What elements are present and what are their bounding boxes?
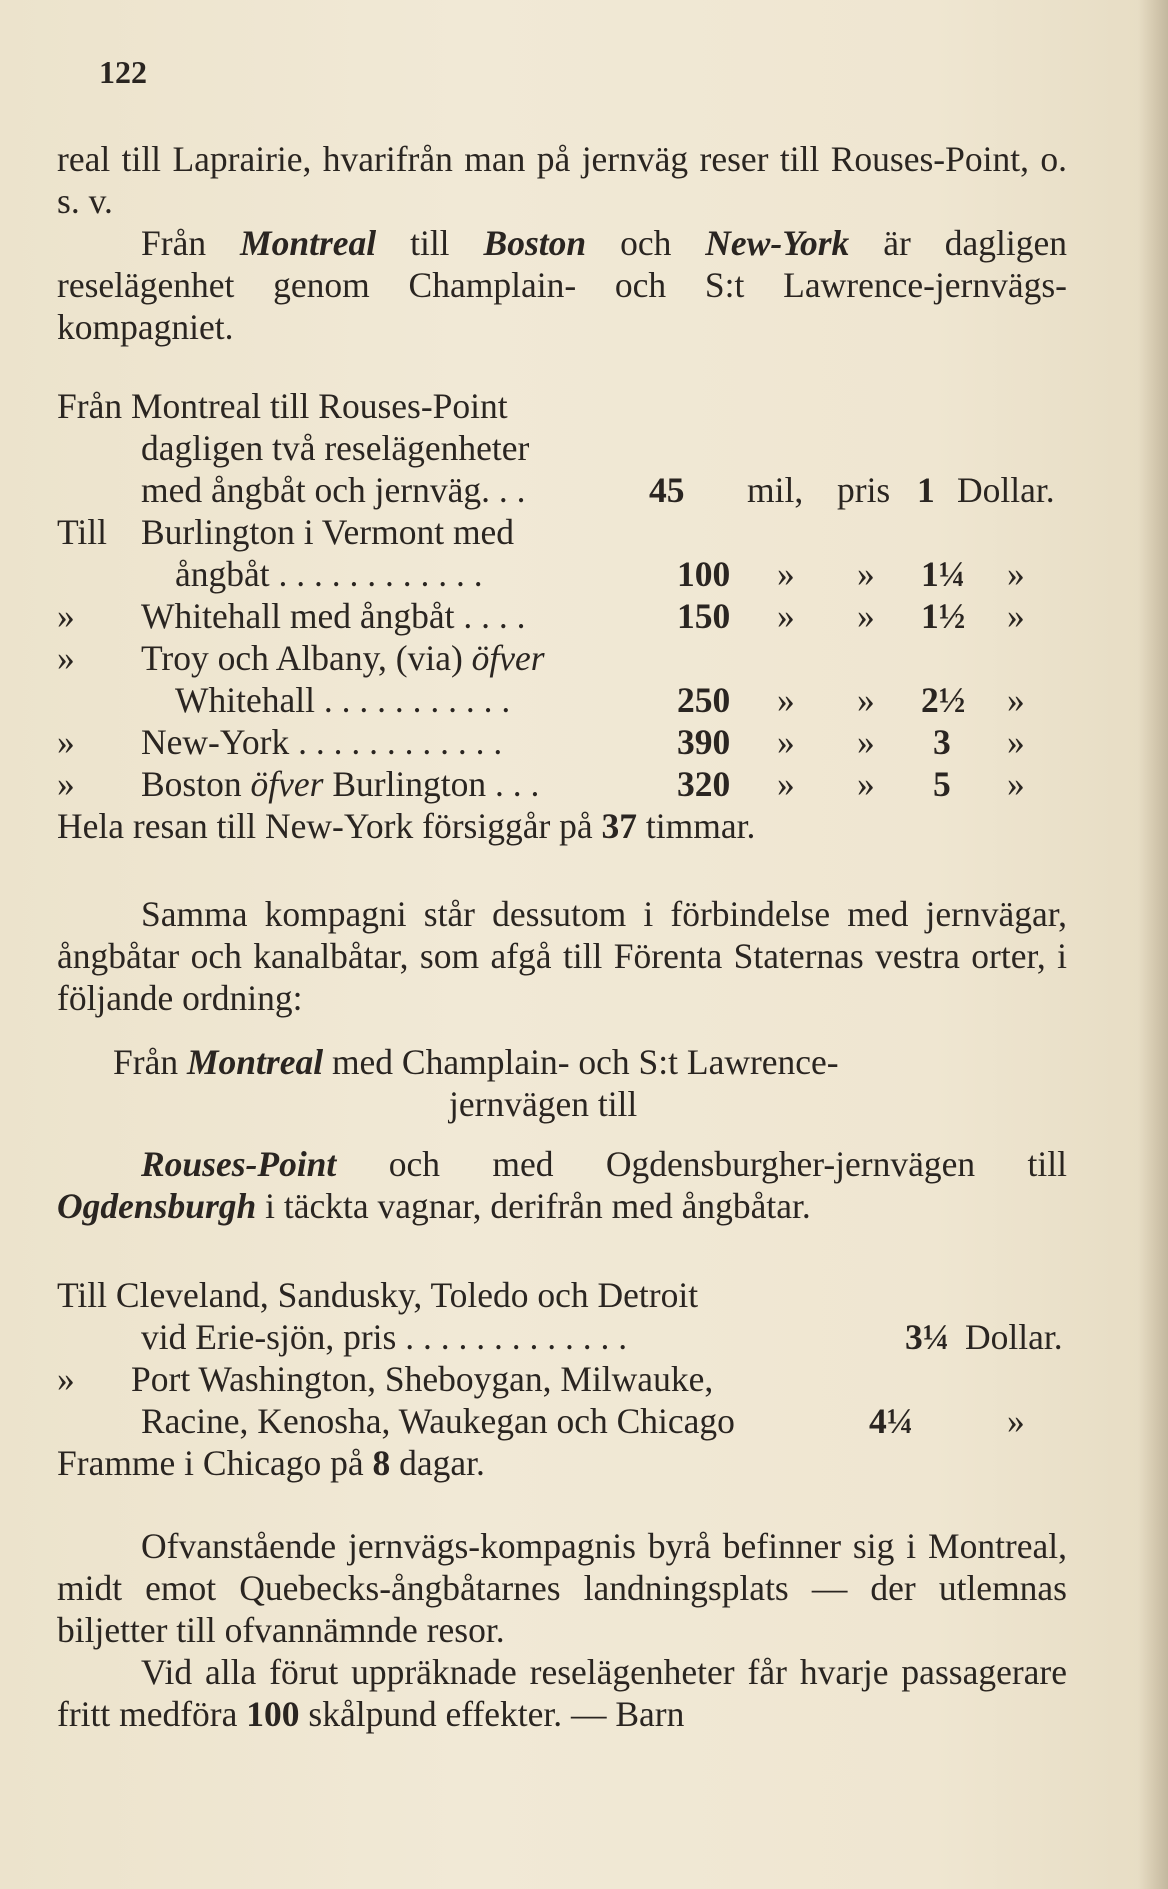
row-destination xyxy=(141,637,545,679)
section2-paragraph-1: Samma kompagni står dessutom i förbindelse med jernvägar, ångbåtar och kanalbåtar, som afgå till Förenta Staternas vestra orter, i följande ordning: xyxy=(57,894,1067,1018)
table1-row-troy-b xyxy=(57,679,1067,721)
currency: Dollar. xyxy=(965,1317,1063,1357)
place-boston: Boston xyxy=(483,223,587,263)
text: Port Washington, Sheboygan, Milwauke, xyxy=(131,1359,714,1399)
table2-line-2 xyxy=(57,1316,1067,1358)
table1-header-line-2 xyxy=(141,427,1151,469)
intro-paragraph-2 xyxy=(57,222,1067,348)
section3-paragraph-2 xyxy=(57,1651,1067,1735)
text: Vid alla förut uppräknade reselägenheter får hvarje passagerare fritt medföra xyxy=(57,1652,1067,1734)
table1-row-burlington-b xyxy=(57,553,1067,595)
italic-text: öfver xyxy=(250,764,324,804)
ditto: » xyxy=(857,722,875,762)
text: Boston xyxy=(141,764,251,804)
distance: 100 xyxy=(677,554,731,594)
text: Från xyxy=(113,1042,187,1082)
text: till xyxy=(376,223,484,263)
route-table-2 xyxy=(57,1274,1067,1504)
text: är dagligen reselägenhet genom Champlain- och S:t Lawrence-jernvägs-kompagniet. xyxy=(57,223,1067,347)
distance: 390 xyxy=(677,722,731,762)
table2-line-4 xyxy=(57,1400,1067,1442)
table1-row-whitehall xyxy=(57,595,1067,637)
ditto: » xyxy=(857,596,875,636)
table1-row-burlington-a xyxy=(57,511,1067,553)
table2-line-3 xyxy=(57,1358,1067,1400)
text: Hela resan till New-York försiggår på xyxy=(57,806,602,846)
text: Från xyxy=(141,223,241,263)
ditto: » xyxy=(1007,554,1025,594)
row-destination-cont: ångbåt . . . . . . . . . . . . xyxy=(175,554,483,594)
price: 3 xyxy=(933,722,951,762)
distance: 150 xyxy=(677,596,731,636)
text: och med Ogdensburgher-jernvägen till xyxy=(336,1144,1067,1184)
row-lead: » xyxy=(57,1359,75,1399)
page-edge-shadow xyxy=(1138,0,1168,1889)
price: 1¼ xyxy=(921,554,966,594)
section-2 xyxy=(57,893,1067,1227)
price: 4¼ xyxy=(869,1401,914,1441)
place-newyork: New-York xyxy=(705,223,850,263)
table1-footer xyxy=(57,805,1067,847)
row-destination: New-York . . . . . . . . . . . . xyxy=(141,722,503,762)
section2-route-1 xyxy=(57,1041,1067,1125)
italic-text: öfver xyxy=(471,638,545,678)
ditto: » xyxy=(777,554,795,594)
ditto: » xyxy=(1007,596,1025,636)
hours: 37 xyxy=(601,806,638,846)
text: timmar. xyxy=(637,806,756,846)
row-lead: » xyxy=(57,722,75,762)
text: Troy och Albany, (via) xyxy=(141,638,472,678)
row-lead: » xyxy=(57,764,75,804)
ditto: » xyxy=(857,680,875,720)
intro-block xyxy=(57,138,1067,348)
price: 1 xyxy=(917,470,935,510)
price: 1½ xyxy=(921,596,966,636)
price: 2½ xyxy=(921,680,966,720)
row-destination: Burlington i Vermont med xyxy=(141,512,515,552)
table2-line-5 xyxy=(57,1442,1067,1484)
distance: 250 xyxy=(677,680,731,720)
ditto: » xyxy=(777,596,795,636)
weight: 100 xyxy=(246,1694,300,1734)
text: pris xyxy=(837,470,891,510)
text: med ångbåt och jernväg. . . xyxy=(141,470,526,510)
ditto: » xyxy=(777,764,795,804)
place-rouses-point: Rouses-Point xyxy=(141,1144,337,1184)
row-lead: » xyxy=(57,638,75,678)
unit: mil, xyxy=(747,470,804,510)
ditto: » xyxy=(1007,1401,1025,1441)
days: 8 xyxy=(372,1443,391,1483)
table1-row-troy-a xyxy=(57,637,1067,679)
text: skålpund effekter. — Barn xyxy=(299,1694,685,1734)
text: jernvägen till xyxy=(449,1084,638,1124)
section-3 xyxy=(57,1525,1067,1735)
section2-route-2 xyxy=(57,1143,1067,1227)
route-table-1 xyxy=(57,385,1067,845)
ditto: » xyxy=(1007,722,1025,762)
table1-row-boston xyxy=(57,763,1067,805)
row-destination: Whitehall med ångbåt . . . . xyxy=(141,596,526,636)
table1-header-line-3 xyxy=(57,469,1067,511)
text: Burlington . . . xyxy=(323,764,540,804)
row-lead: Till xyxy=(57,512,108,552)
place-montreal: Montreal xyxy=(240,223,377,263)
section3-paragraph-1: Ofvanstående jernvägs-kompagnis byrå befinner sig i Montreal, midt emot Quebecks-ångbåtarnes landningsplats — der utlemnas biljetter till ofvannämnde resor. xyxy=(57,1526,1067,1650)
place-ogdensburgh: Ogdensburgh xyxy=(57,1186,257,1226)
row-destination xyxy=(141,763,539,805)
text: Racine, Kenosha, Waukegan och Chicago xyxy=(141,1401,735,1441)
table1-row-newyork xyxy=(57,721,1067,763)
ditto: » xyxy=(857,554,875,594)
ditto: » xyxy=(777,722,795,762)
currency: Dollar. xyxy=(957,470,1055,510)
row-destination-cont: Whitehall . . . . . . . . . . . xyxy=(175,680,511,720)
table1-header-line-1 xyxy=(57,385,1067,427)
ditto: » xyxy=(777,680,795,720)
text: i täckta vagnar, derifrån med ångbåtar. xyxy=(256,1186,811,1226)
distance: 45 xyxy=(649,470,685,510)
table2-line-1: Till Cleveland, Sandusky, Toledo och Detroit xyxy=(57,1275,699,1315)
text: dagligen två reselägenheter xyxy=(141,428,530,468)
text: dagar. xyxy=(390,1443,485,1483)
ditto: » xyxy=(1007,680,1025,720)
ditto: » xyxy=(1007,764,1025,804)
text: Från Montreal till Rouses-Point xyxy=(57,386,508,426)
page-number: 122 xyxy=(99,54,147,90)
row-lead: » xyxy=(57,596,75,636)
place-montreal: Montreal xyxy=(186,1042,324,1082)
intro-paragraph-1: real till Laprairie, hvarifrån man på jernväg reser till Rouses-Point, o. s. v. xyxy=(57,139,1067,221)
price: 5 xyxy=(933,764,951,804)
text: med Champlain- och S:t Lawrence- xyxy=(323,1042,839,1082)
text: Framme i Chicago på xyxy=(57,1443,373,1483)
price: 3¼ xyxy=(905,1317,950,1357)
text: vid Erie-sjön, pris . . . . . . . . . . . . . xyxy=(141,1317,628,1357)
distance: 320 xyxy=(677,764,731,804)
ditto: » xyxy=(857,764,875,804)
text: och xyxy=(586,223,706,263)
